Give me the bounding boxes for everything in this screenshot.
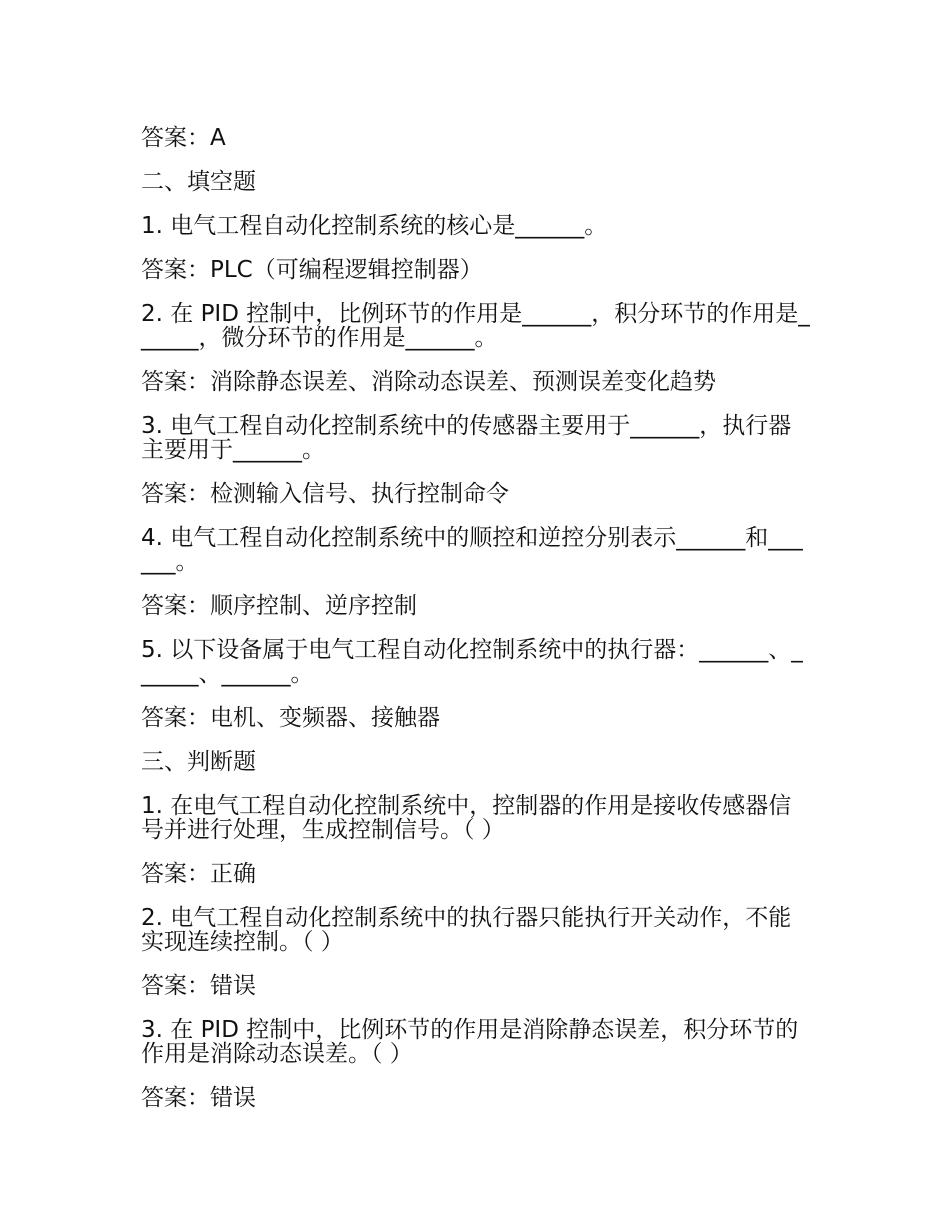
answer-line: 答案：消除静态误差、消除动态误差、预测误差变化趋势 xyxy=(141,369,716,395)
section-heading-true-false: 三、判断题 xyxy=(141,749,256,775)
answer-line: 答案：错误 xyxy=(141,1085,256,1111)
question-line: 2. 在 PID 控制中，比例环节的作用是______，积分环节的作用是______，微分环节的作用是______。 xyxy=(141,301,810,351)
question-line: 1. 在电气工程自动化控制系统中，控制器的作用是接收传感器信号并进行处理，生成控制信号。（ ） xyxy=(141,793,792,843)
answer-line: 答案：顺序控制、逆序控制 xyxy=(141,593,417,619)
question-line: 5. 以下设备属于电气工程自动化控制系统中的执行器：______、______、______。 xyxy=(141,637,803,687)
question-line: 4. 电气工程自动化控制系统中的顺控和逆控分别表示______和______。 xyxy=(141,525,803,575)
question-line: 3. 电气工程自动化控制系统中的传感器主要用于______，执行器主要用于______。 xyxy=(141,413,792,463)
question-line: 2. 电气工程自动化控制系统中的执行器只能执行开关动作，不能实现连续控制。（ ） xyxy=(141,905,792,955)
answer-line: 答案：错误 xyxy=(141,973,256,999)
section-heading-fill-in: 二、填空题 xyxy=(141,169,256,195)
answer-line: 答案：PLC（可编程逻辑控制器） xyxy=(141,257,483,283)
document-content xyxy=(141,126,811,1130)
question-line: 1. 电气工程自动化控制系统的核心是______。 xyxy=(141,213,608,239)
answer-line: 答案：A xyxy=(141,125,226,151)
answer-line: 答案：检测输入信号、执行控制命令 xyxy=(141,481,509,507)
answer-line: 答案：电机、变频器、接触器 xyxy=(141,705,440,731)
answer-line: 答案：正确 xyxy=(141,861,256,887)
question-line: 3. 在 PID 控制中，比例环节的作用是消除静态误差，积分环节的作用是消除动态误差。（ ） xyxy=(141,1017,799,1067)
